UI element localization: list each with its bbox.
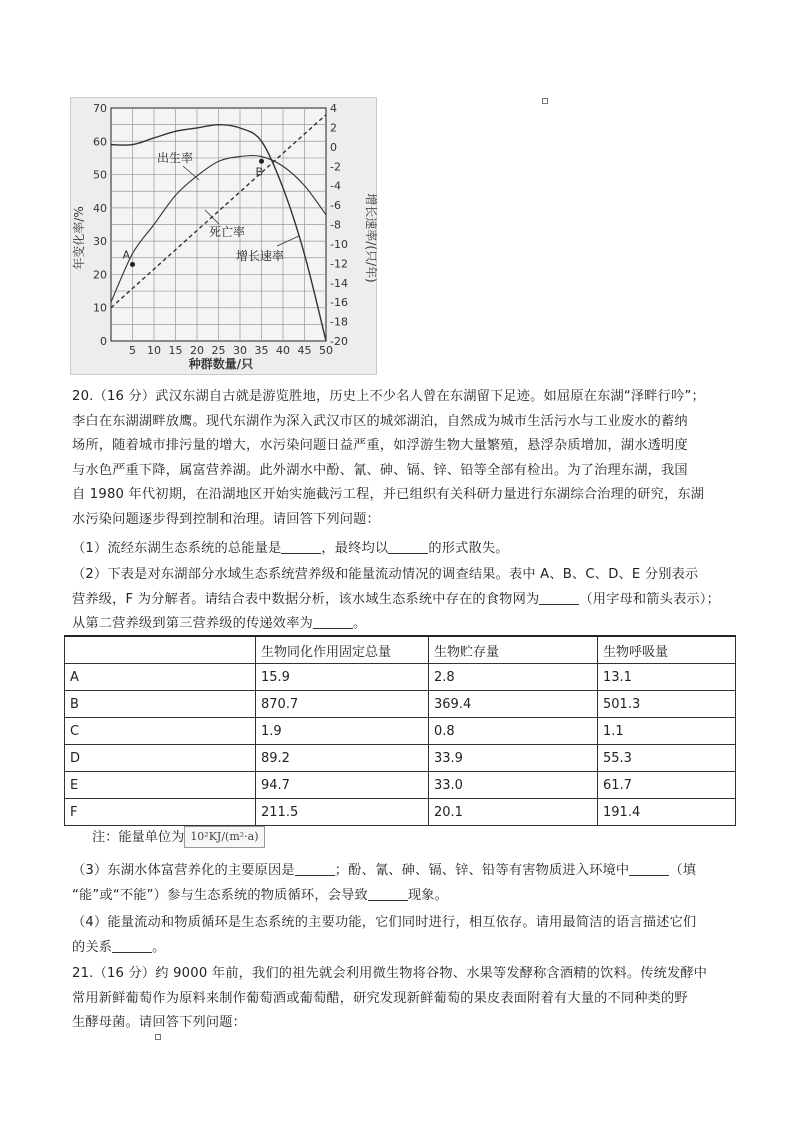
q20-line: 场所，随着城市排污量的增大，水污染问题日益严重，如浮游生物大量繁殖，悬浮杂质增加，湖水透明度: [72, 438, 688, 453]
q3-text-e: 现象。: [407, 887, 449, 903]
energy-table: [64, 635, 736, 826]
intersection-point: [130, 262, 135, 267]
table-cell: 15.9: [256, 664, 429, 691]
x-tick-label: 30: [233, 344, 247, 357]
q20-line: 自 1980 年代初期，在沿湖地区开始实施截污工程，并已组织有关科研力量进行东湖综合治理的研究，东湖: [72, 487, 705, 502]
q21-line: 21.（16 分）约 9000 年前，我们的祖先就会利用微生物将谷物、水果等发酵称含酒精的饮料。传统发酵中: [72, 966, 708, 981]
table-cell: 89.2: [256, 745, 429, 772]
left-tick-label: 60: [93, 135, 107, 149]
q21-line: 常用新鲜葡萄作为原料来制作葡萄酒或葡萄醋，研究发现新鲜葡萄的果皮表面附着有大量的不同种类的野: [72, 990, 688, 1006]
left-tick-label: 0: [100, 335, 107, 348]
answer-blank[interactable]: [368, 886, 408, 901]
q20-line: 李白在东湖湖畔放鹰。现代东湖作为深入武汉市区的城郊湖泊，自然成为城市生活污水与工业废水的蓄纳: [72, 413, 688, 429]
x-tick-label: 45: [297, 344, 312, 357]
right-tick-label: 0: [330, 140, 337, 154]
q4-line-1: （4）能量流动和物质循环是生态系统的主要功能，它们同时进行，相互依存。请用最简洁的语言描述它们: [72, 915, 697, 930]
right-tick-label: -10: [330, 237, 348, 251]
table-cell: 13.1: [598, 664, 736, 691]
q2-text-e: 。: [352, 616, 367, 631]
point-label-b: B: [255, 165, 264, 179]
table-cell: 33.9: [429, 745, 598, 772]
x-tick-label: 15: [168, 344, 183, 357]
marker-square-bottom: [155, 1034, 161, 1040]
right-tick-label: -16: [330, 296, 348, 310]
right-tick-label: 4: [330, 102, 337, 115]
table-cell: 501.3: [598, 691, 736, 718]
table-header-cell: 生物贮存量: [429, 636, 598, 664]
table-header-cell: 生物呼吸量: [598, 636, 736, 664]
note-label: 注：能量单位为: [92, 830, 185, 845]
intersection-point: [259, 159, 264, 164]
table-row: [65, 718, 736, 745]
table-cell: 33.0: [429, 772, 598, 799]
right-tick-label: -8: [330, 218, 341, 232]
x-tick-label: 35: [254, 344, 269, 357]
right-tick-label: -18: [330, 315, 348, 329]
left-tick-label: 40: [93, 201, 107, 215]
q2-text-b: 营养级，F 为分解者。请结合表中数据分析，该水域生态系统中存在的食物网为: [72, 591, 540, 607]
q21-line: 生酵母菌。请回答下列问题：: [72, 1015, 247, 1030]
table-row: [65, 772, 736, 799]
right-tick-label: -12: [330, 257, 348, 271]
table-cell: F: [65, 799, 256, 826]
table-cell: D: [65, 745, 256, 772]
x-tick-label: 40: [276, 344, 290, 357]
x-tick-label: 5: [129, 344, 136, 357]
q3-text-d: “能”或“不能”）参与生态系统的物质循环，会导致: [72, 887, 368, 903]
table-row: [65, 745, 736, 772]
q20-part3: [72, 859, 740, 908]
q4-text-b: 的关系: [72, 939, 113, 955]
table-row: [65, 691, 736, 718]
table-cell: 20.1: [429, 799, 598, 826]
label-death-rate: 死亡率: [209, 225, 246, 239]
population-chart-svg: [71, 98, 376, 374]
q3-text-b: ；酚、氰、砷、镉、锌、铅等有害物质进入环境中: [334, 863, 630, 878]
table-header-cell: 生物同化作用固定总量: [256, 636, 429, 664]
table-cell: 191.4: [598, 799, 736, 826]
left-axis-title: 年变化率/%: [72, 206, 86, 270]
q1-text-c: 的形式散失。: [428, 541, 509, 556]
answer-blank[interactable]: [295, 861, 335, 876]
left-tick-label: 70: [93, 102, 107, 115]
q3-text-c: （填: [669, 863, 697, 878]
table-cell: 870.7: [256, 691, 429, 718]
answer-blank[interactable]: [281, 539, 321, 554]
right-tick-label: -4: [330, 179, 341, 193]
left-tick-label: 10: [93, 301, 107, 315]
table-cell: 1.1: [598, 718, 736, 745]
table-header-row: [65, 636, 736, 664]
right-tick-label: -14: [330, 276, 348, 290]
table-row: [65, 664, 736, 691]
label-growth-rate: 增长速率: [236, 249, 285, 263]
table-cell: 369.4: [429, 691, 598, 718]
q1-text-a: （1）流经东湖生态系统的总能量是: [72, 541, 282, 556]
table-cell: 94.7: [256, 772, 429, 799]
table-cell: 211.5: [256, 799, 429, 826]
q2-text-d: 从第二营养级到第三营养级的传递效率为: [72, 616, 313, 631]
answer-blank[interactable]: [539, 590, 579, 605]
answer-blank[interactable]: [629, 861, 669, 876]
table-note: [92, 826, 265, 848]
population-chart: [70, 97, 377, 375]
q20-line: 与水色严重下降，属富营养湖。此外湖水中酚、氰、砷、镉、锌、铅等全部有检出。为了治理东湖，我国: [72, 462, 688, 478]
right-tick-label: -20: [330, 335, 348, 348]
x-tick-label: 25: [211, 344, 226, 357]
right-tick-label: 2: [330, 121, 337, 135]
table-cell: 61.7: [598, 772, 736, 799]
answer-blank[interactable]: [313, 614, 353, 629]
table-cell: C: [65, 718, 256, 745]
q20-part1: [72, 537, 740, 562]
q21-intro: [72, 962, 740, 1036]
right-tick-label: -6: [330, 199, 341, 213]
q3-text-a: （3）东湖水体富营养化的主要原因是: [72, 863, 295, 878]
q20-part2: [72, 563, 740, 637]
answer-blank[interactable]: [112, 938, 152, 953]
table-cell: 1.9: [256, 718, 429, 745]
left-tick-label: 20: [93, 268, 107, 282]
left-tick-label: 50: [93, 168, 107, 182]
table-cell: 55.3: [598, 745, 736, 772]
x-axis-title: 种群数量/只: [188, 357, 254, 371]
table-cell: E: [65, 772, 256, 799]
q2-line-1: （2）下表是对东湖部分水域生态系统营养级和能量流动情况的调查结果。表中 A、B、C、D、E 分别表示: [72, 567, 699, 582]
x-tick-label: 20: [190, 344, 204, 357]
right-axis-title: 增长速率/(只/年): [364, 193, 378, 283]
table-header-cell: [65, 636, 256, 664]
table-row: [65, 799, 736, 826]
table-cell: 0.8: [429, 718, 598, 745]
right-tick-label: -2: [330, 160, 341, 174]
energy-unit: 10²KJ/(m²·a): [184, 826, 264, 848]
q20-line: 水污染问题逐步得到控制和治理。请回答下列问题：: [72, 511, 380, 527]
q2-text-c: （用字母和箭头表示）；: [579, 591, 721, 607]
marker-square-top: [542, 98, 548, 104]
table-cell: B: [65, 691, 256, 718]
x-tick-label: 50: [319, 344, 333, 357]
answer-blank[interactable]: [388, 539, 428, 554]
q20-line: 20.（16 分）武汉东湖自古就是游览胜地，历史上不少名人曾在东湖留下足迹。如屈原在东湖“泽畔行吟”；: [72, 389, 705, 404]
q20-part4: [72, 911, 740, 960]
q4-text-c: 。: [152, 939, 166, 955]
left-tick-label: 30: [93, 235, 107, 249]
table-cell: A: [65, 664, 256, 691]
label-birth-rate: 出生率: [157, 151, 194, 165]
q1-text-b: ，最终均以: [321, 541, 389, 556]
point-label-a: A: [122, 248, 131, 262]
q20-intro: [72, 385, 740, 532]
table-cell: 2.8: [429, 664, 598, 691]
x-tick-label: 10: [147, 344, 161, 357]
